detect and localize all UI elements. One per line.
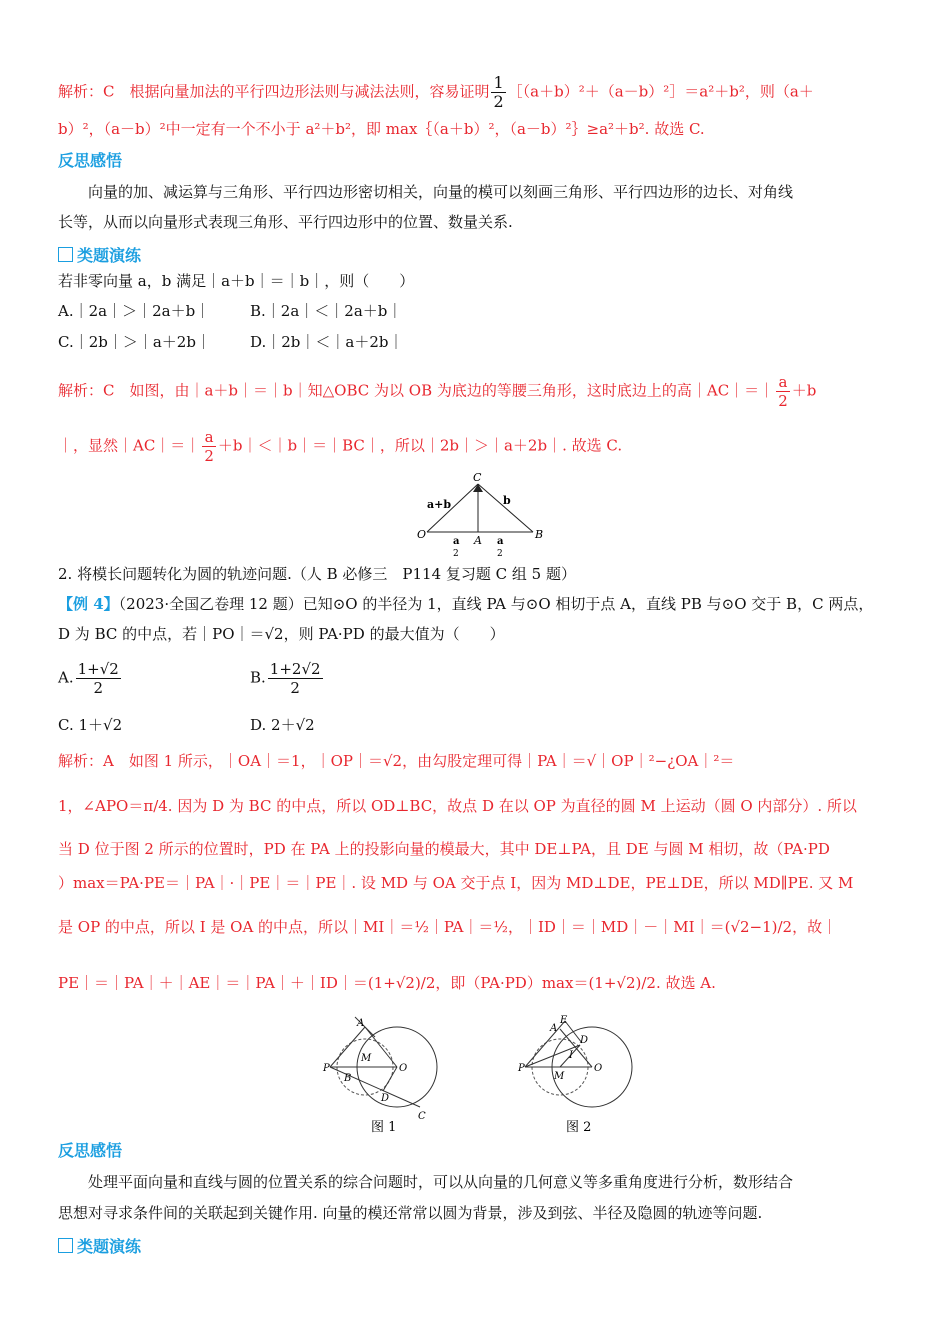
reflection-paragraph-line-1: 向量的加、减运算与三角形、平行四边形密切相关，向量的模可以刻画三角形、平行四边形的边长、对角线: [88, 183, 794, 201]
label-a-plus-b: a+b: [427, 498, 452, 511]
option-letter: A.: [58, 668, 74, 687]
label-d: D: [580, 1035, 589, 1046]
example-4-line-1: [58, 593, 898, 615]
fraction-option-a: [76, 660, 121, 697]
solution-ex4-line-1: 解析：A 如图 1 所示，｜OA｜＝1，｜OP｜＝√2，由勾股定理可得｜PA｜＝√｜OP｜²−¿OA｜²＝: [58, 752, 735, 770]
segment-od: [383, 1067, 397, 1091]
denominator: 2: [93, 679, 103, 697]
solution-line-1: [58, 74, 898, 111]
label-a: A: [357, 1018, 365, 1029]
item-2-heading: 2. 将模长问题转化为圆的轨迹问题.（人 B 必修三 P114 复习题 C 组 5 题）: [58, 565, 576, 583]
example-option-d: D. 2＋√2: [250, 716, 315, 734]
example-4-line-2: D 为 BC 的中点，若｜PO｜＝√2，则 PA·PD 的最大值为（ ）: [58, 625, 505, 643]
option-a: A.｜2a｜＞｜2a＋b｜: [58, 302, 211, 320]
numerator: 1+2√2: [269, 660, 321, 678]
example-option-a: [58, 660, 123, 697]
label-a-half-right: a: [497, 536, 504, 547]
reflection-2-line-1: 处理平面向量和直线与圆的位置关系的综合问题时，可以从向量的几何意义等多重角度进行分析，数形结合: [88, 1173, 794, 1191]
solution-practice-line-1: [58, 373, 898, 410]
example-option-c: C. 1＋√2: [58, 716, 123, 734]
practice-question: 若非零向量 a，b 满足｜a＋b｜＝｜b｜，则（ ）: [58, 272, 415, 290]
solution-text-cont: ［（a＋b）²＋（a－b）²］＝a²＋b²，则（a＋: [507, 82, 814, 101]
label-o: O: [399, 1063, 408, 1074]
label-a: A: [474, 534, 482, 547]
circle-figure-1: [315, 1015, 445, 1135]
label-e: E: [560, 1015, 568, 1026]
example-text: （2023·全国乙卷理 12 题）已知⊙O 的半径为 1，直线 PA 与⊙O 相切于点 A，直线 PB 与⊙O 交于 B，C 两点，: [118, 595, 874, 613]
example-tag: 【例 4】: [58, 595, 119, 613]
label-p: P: [518, 1063, 525, 1074]
solution-text-post: ＋b｜＜｜b｜＝｜BC｜，所以｜2b｜＞｜a＋2b｜. 故选 C.: [217, 436, 623, 455]
option-b: B.｜2a｜＜｜2a＋b｜: [250, 302, 403, 320]
reflection-paragraph-line-2: 长等，从而以向量形式表现三角形、平行四边形中的位置、数量关系.: [58, 213, 513, 231]
label-o: O: [594, 1063, 603, 1074]
label-b: B: [535, 528, 544, 541]
circle-figure-2: [510, 1015, 640, 1135]
fraction-option-b: [268, 660, 323, 697]
denominator: 2: [290, 679, 300, 697]
solution-line-2: b）²，（a－b）²中一定有一个不小于 a²＋b²，即 max｛（a＋b）²，（a－b）²｝≥a²＋b². 故选 C.: [58, 120, 705, 138]
solution-practice-line-2: [58, 428, 898, 465]
arrowhead-icon: [473, 484, 483, 492]
label-m: M: [361, 1053, 372, 1064]
label-c: C: [473, 471, 482, 484]
isosceles-triangle-figure: [415, 470, 545, 560]
label-o: O: [417, 528, 427, 541]
solution-ex4-line-4: ）max＝PA·PE＝｜PA｜·｜PE｜＝｜PE｜. 设 MD 与 OA 交于点 I，因为 MD⊥DE，PE⊥DE，所以 MD∥PE. 又 M: [58, 874, 854, 892]
fraction-half: $\frac{1}{2}$: [493, 73, 504, 111]
section-heading-reflection-2: 反思感悟: [58, 1141, 123, 1160]
label-d: D: [381, 1093, 390, 1104]
solution-text: 解析：C 如图，由｜a＋b｜＝｜b｜知△OBC 为以 OB 为底边的等腰三角形，这时底边上的高｜AC｜＝｜: [58, 381, 775, 400]
vector-b: [478, 484, 533, 532]
label-a-half-left: a: [453, 536, 460, 547]
fraction-a-over-2: $\frac{a}{2}$: [778, 373, 788, 410]
label-p: P: [323, 1063, 330, 1074]
reflection-2-line-2: 思想对寻求条件间的关联起到关键作用. 向量的模还常常以圆为背景，涉及到弦、半径及隐圆的轨迹等问题.: [58, 1204, 763, 1222]
segment-pa: [330, 1027, 365, 1067]
label-two-right: 2: [497, 549, 503, 559]
fraction-a-over-2: $\frac{a}{2}$: [204, 428, 214, 465]
figure-1-caption: 图 1: [371, 1120, 397, 1135]
numerator: 1+√2: [77, 660, 119, 678]
option-letter: B.: [250, 668, 266, 687]
solution-ex4-line-5: 是 OP 的中点，所以 I 是 OA 的中点，所以｜MI｜＝½｜PA｜＝½，｜ID｜＝｜MD｜－｜MI｜＝(√2−1)/2，故｜: [58, 918, 838, 936]
solution-text-end: ＋b: [791, 381, 817, 400]
solution-text: 解析：C 根据向量加法的平行四边形法则与减法法则，容易证明: [58, 82, 490, 101]
label-i: I: [569, 1050, 573, 1061]
solution-ex4-line-2: 1，∠APO＝π/4. 因为 D 为 BC 的中点，所以 OD⊥BC，故点 D 在以 OP 为直径的圆 M 上运动（圆 O 内部分）. 所以: [58, 797, 857, 815]
label-m: M: [554, 1071, 565, 1082]
section-heading-practice-2: 类题演练: [58, 1236, 898, 1258]
label-two-left: 2: [453, 549, 459, 559]
section-heading-reflection: 反思感悟: [58, 151, 123, 170]
figure-2-caption: 图 2: [566, 1120, 592, 1135]
solution-text: ｜，显然｜AC｜＝｜: [58, 436, 201, 455]
option-c: C.｜2b｜＞｜a＋2b｜: [58, 333, 211, 351]
label-vec-b: b: [503, 494, 511, 507]
solution-ex4-line-3: 当 D 位于图 2 所示的位置时，PD 在 PA 上的投影向量的模最大，其中 DE⊥PA，且 DE 与圆 M 相切，故（PA·PD: [58, 840, 830, 858]
label-b: B: [344, 1073, 352, 1084]
example-option-b: [250, 660, 325, 697]
section-heading-practice: 类题演练: [58, 245, 898, 267]
label-a: A: [550, 1023, 558, 1034]
label-c: C: [418, 1111, 426, 1122]
option-d: D.｜2b｜＜｜a＋2b｜: [250, 333, 404, 351]
solution-ex4-line-6: PE｜＝｜PA｜＋｜AE｜＝｜PA｜＋｜ID｜＝(1+√2)/2，即（PA·PD）max＝(1+√2)/2. 故选 A.: [58, 974, 716, 992]
